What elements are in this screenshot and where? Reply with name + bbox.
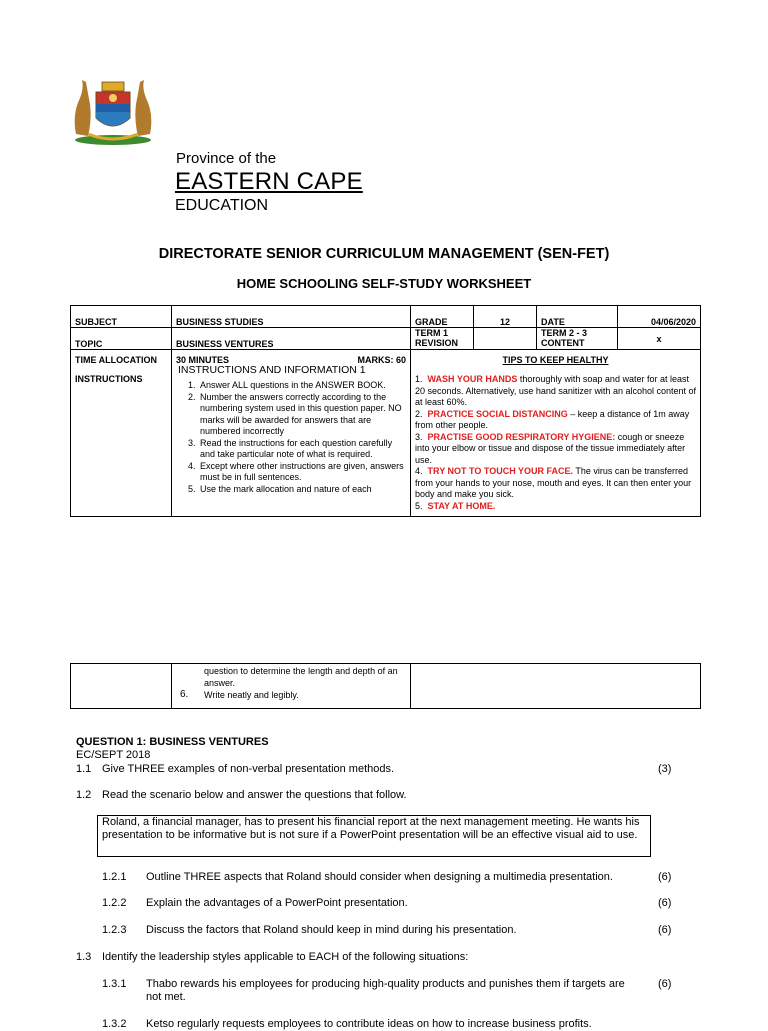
department-name: EDUCATION — [175, 197, 269, 214]
instructions-heading: INSTRUCTIONS AND INFORMATION 1 — [178, 364, 366, 376]
q1-3-2-number: 1.3.2 — [102, 1018, 127, 1030]
continuation-instructions-cell — [172, 664, 411, 709]
province-of-label: Province of the — [176, 150, 277, 167]
term1-label: TERM 1 — [415, 328, 449, 338]
instruction-item: 3. Read the instructions for each question carefully and take particular note of what is required. — [198, 438, 406, 461]
instruction-6-number: 6. — [180, 689, 189, 700]
q1-2-1-number: 1.2.1 — [102, 871, 127, 883]
q1-2-text: Read the scenario below and answer the questions that follow. — [102, 789, 407, 801]
tips-cell — [411, 350, 701, 517]
q1-3-number: 1.3 — [76, 951, 92, 963]
term1-mark-cell — [474, 328, 537, 350]
instructions-cell — [172, 350, 411, 517]
continuation-tips-cell — [411, 664, 701, 709]
continuation-empty-cell — [71, 664, 172, 709]
subject-label: SUBJECT — [71, 306, 172, 328]
q1-2-1-text: Outline THREE aspects that Roland should consider when designing a multimedia presentation. — [146, 871, 613, 883]
grade-value: 12 — [474, 306, 537, 328]
instructions-label: INSTRUCTIONS — [75, 374, 143, 384]
directorate-heading: DIRECTORATE SENIOR CURRICULUM MANAGEMENT (SEN-FET) — [158, 246, 610, 262]
q1-2-3-text: Discuss the factors that Roland should keep in mind during his presentation. — [146, 924, 517, 936]
instructions-continuation-table — [70, 663, 701, 709]
term1-cell — [411, 328, 474, 350]
time-value: 30 MINUTES — [176, 355, 230, 365]
tip-item: 1. WASH YOUR HANDS thoroughly with soap and water for at least 20 seconds. Alternatively, use hand sanitizer with an alcohol content of at least 60%. — [415, 374, 697, 407]
q1-3-1-number: 1.3.1 — [102, 978, 127, 990]
question-source: EC/SEPT 2018 — [76, 749, 151, 761]
q1-3-1-marks: (6) — [658, 978, 672, 990]
term2-mark: x — [618, 328, 701, 350]
q1-3-text: Identify the leadership styles applicable to EACH of the following situations: — [102, 951, 469, 963]
q1-2-number: 1.2 — [76, 789, 92, 801]
topic-label: TOPIC — [71, 328, 172, 350]
instruction-item: 5. Use the mark allocation and nature of each — [198, 484, 406, 496]
scenario-box: Roland, a financial manager, has to present his financial report at the next management meeting. He wants his presentation to be informative but is not sure if a PowerPoint presentation will be an effective visual aid to use. — [97, 815, 651, 857]
q1-1-number: 1.1 — [76, 763, 92, 775]
topic-value: BUSINESS VENTURES — [172, 328, 411, 350]
term2-cell — [537, 328, 618, 350]
tip-item: 3. PRACTISE GOOD RESPIRATORY HYGIENE: cough or sneeze into your elbow or tissue and dispose of the tissue immediately after use. — [415, 431, 686, 465]
tips-heading: TIPS TO KEEP HEALTHY — [502, 355, 609, 365]
time-label: TIME ALLOCATION — [75, 355, 157, 365]
instruction-item: 4. Except where other instructions are given, answers must be in full sentences. — [198, 461, 406, 484]
worksheet-title: HOME SCHOOLING SELF-STUDY WORKSHEET — [236, 276, 532, 291]
tips-list — [415, 374, 696, 512]
instruction-item-6 — [176, 690, 406, 700]
subject-value: BUSINESS STUDIES — [172, 306, 411, 328]
date-value: 04/06/2020 — [618, 306, 701, 328]
grade-label: GRADE — [411, 306, 474, 328]
q1-1-marks: (3) — [658, 763, 672, 775]
instruction-continued: question to determine the length and depth of an answer. — [204, 666, 398, 688]
tip-item: 5. STAY AT HOME. — [415, 500, 496, 511]
question-title: QUESTION 1: BUSINESS VENTURES — [76, 736, 269, 748]
date-label: DATE — [537, 306, 618, 328]
tip-item: 2. PRACTICE SOCIAL DISTANCING – keep a distance of 1m away from other people. — [415, 408, 690, 430]
q1-3-1-text: Thabo rewards his employees for producing high-quality products and punishes them if targets are not met. — [146, 978, 625, 1003]
time-instructions-label-cell — [71, 350, 172, 517]
instruction-item: 2. Number the answers correctly according to the numbering system used in this question paper. NO marks will be awarded for answers that are numbered incorrectly — [198, 392, 406, 438]
q1-2-3-marks: (6) — [658, 924, 672, 936]
province-name: EASTERN CAPE — [175, 168, 363, 195]
q1-1-text: Give THREE examples of non-verbal presentation methods. — [102, 763, 395, 775]
instruction-item: 1. Answer ALL questions in the ANSWER BOOK. — [198, 380, 406, 392]
instruction-6-text: Write neatly and legibly. — [204, 690, 299, 700]
term1-sub: REVISION — [415, 338, 459, 348]
worksheet-info-table — [70, 305, 701, 517]
eastern-cape-coat-of-arms-logo — [66, 74, 160, 146]
instructions-list — [176, 380, 406, 495]
term2-label: TERM 2 - 3 — [541, 328, 588, 338]
marks-value: MARKS: 60 — [357, 355, 406, 365]
q1-3-2-text: Ketso regularly requests employees to contribute ideas on how to increase business profits. — [146, 1018, 592, 1030]
q1-2-1-marks: (6) — [658, 871, 672, 883]
q1-2-2-text: Explain the advantages of a PowerPoint presentation. — [146, 897, 408, 909]
q1-2-2-number: 1.2.2 — [102, 897, 127, 909]
q1-2-3-number: 1.2.3 — [102, 924, 127, 936]
q1-2-2-marks: (6) — [658, 897, 672, 909]
tip-item: 4. TRY NOT TO TOUCH YOUR FACE. The virus can be transferred from your hands to your nose, mouth and eyes. It can then enter your body and make you sick. — [415, 466, 692, 499]
term2-sub: CONTENT — [541, 338, 585, 348]
